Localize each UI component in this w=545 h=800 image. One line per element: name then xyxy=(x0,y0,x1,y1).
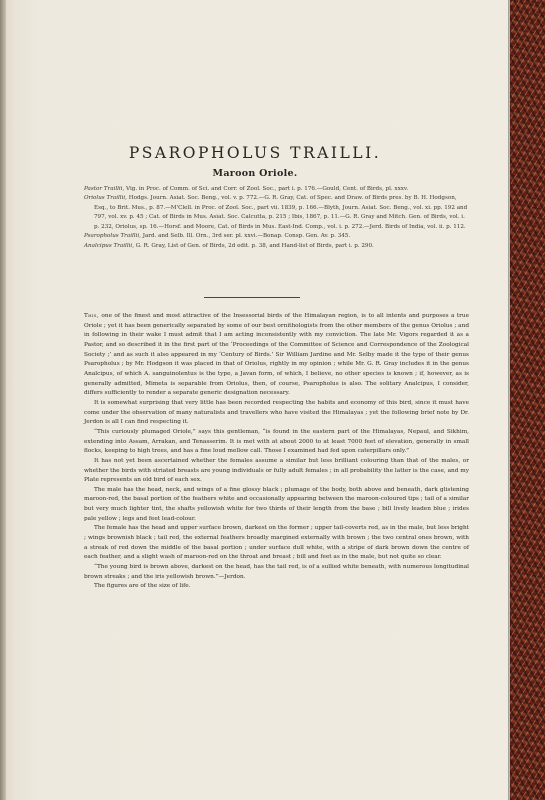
body-paragraph xyxy=(84,312,469,399)
synonym-entry xyxy=(84,194,468,232)
synonym-name: Analcipus Traillii, xyxy=(84,242,134,249)
section-divider xyxy=(204,297,300,298)
synonym-reference: Jard. and Selb. Ill. Orn., 3rd ser. pl. xxvi.—Bonap. Consp. Gen. Av. p. 345. xyxy=(142,233,351,240)
synonym-reference: Vig. in Proc. of Comm. of Sci. and Corr. of Zool. Soc., part i. p. 176.—Gould, Cent. of Birds, pl. xxxv. xyxy=(126,186,409,192)
body-paragraph: It has not yet been ascertained whether the females assume a similar but less brilliant colouring than that of the males, or whether the birds with striated breasts are young individuals or fully adult females ; in all probability the latter is the case, and my Plate represents an old bird of each sex. xyxy=(84,457,469,484)
body-paragraph: The figures are of the size of life. xyxy=(94,583,191,590)
body-paragraph: “This curiously plumaged Oriole,” says this gentleman, “is found in the eastern part of the Himalayas, Nepaul, and Sikhim, extending into Assam, Arrakan, and Tenasserim. It is met with at about 2000 to at least 7000 feet of elevation, generally in small flocks, keeping to high trees, and has a fine loud mellow call. Those I examined had fed upon caterpillars only.” xyxy=(84,428,469,455)
synonym-reference: Hodgs. Journ. Asiat. Soc. Beng., vol. v. p. 772.—G. R. Gray, Cat. of Spec. and Draw. of Birds pres. by B. H. Hodgson, Esq., to Brit. Mus., p. 87.—M'Clell. in Proc. of Zool. Soc., part vii. 1839, p. 166.—Blyth, Journ. Asiat. Soc. Beng., vol. xi. pp. 192 and 797, vol. xv. p. 45 ; Cat. of Birds in Mus. Asiat. Soc. Calcutta, p. 215 ; Ibis, 1867, p. 11.—G. R. Gray and Mitch. Gen. of Birds, vol. i. p. 232, Oriolus, sp. 16.—Horsf. and Moore, Cat. of Birds in Mus. East-Ind. Comp., vol. i. p. 272.—Jerd. Birds of India, vol. ii. p. 112. xyxy=(94,195,468,230)
paragraph-text: one of the finest and most attractive of the Insessorial birds of the Himalayan region, is to all intents and purposes a true Oriole ; yet it has been generically separated by some of our best ornithologists from the other members of the genus Oriolus ; and in following in their wake I must admit that I am acting inconsistently with my conviction. The late Mr. Vigors regarded it as a Pastor, and so described it in the first part of the ‘Proceedings of the Committee of Science and Correspondence of the Zoological Society ;’ and as such it also appeared in my ‘Century of Birds.’ Sir William Jardine and Mr. Selby made it the type of their genus Psaropholus ; by Mr. Hodgson it was placed in that of Oriolus, rightly in my opinion ; while Mr. G. R. Gray includes it in the genus Analcipus, of which A. sanguinolentus is the type, a Javan form, of which, I believe, no other species is known ; if, however, as is generally admitted, Mimeta is separable from Oriolus, then, of course, Psaropholus is also. The solitary Analcipus, I consider, differs sufficiently to render a separate generic designation necessary. xyxy=(84,313,469,397)
marbled-endpaper xyxy=(510,0,545,800)
common-name: Maroon Oriole. xyxy=(212,168,298,179)
body-paragraph: The female has the head and upper surface brown, darkest on the former ; upper tail-coverts red, as in the male, but less bright ; wings brownish black ; tail red, the external feathers broadly margined externally with brown ; the two central ones brown, with a streak of red down the middle of the basal portion ; under surface dull white, with a stripe of dark brown down the centre of each feather, and a slight wash of maroon-red on the throat and breast ; bill and feet as in the male, but not quite so clear. xyxy=(84,525,469,561)
synonym-entry xyxy=(84,185,468,194)
species-title: PSAROPHOLUS TRAILLI. xyxy=(128,144,382,162)
synonym-entry xyxy=(84,232,468,241)
synonym-reference: G. R. Gray, List of Gen. of Birds, 2d edit. p. 38, and Hand-list of Birds, part i. p. 290. xyxy=(135,242,374,249)
body-paragraph: “The young bird is brown above, darkest on the head, has the tail red, is of a sullied white beneath, with numerous longitudinal brown streaks ; and the iris yellowish brown.”—Jerdon. xyxy=(84,564,469,580)
body-paragraph: It is somewhat surprising that very little has been recorded respecting the habits and economy of this bird, since it must have come under the observation of many naturalists and travellers who have visited the Himalayas ; yet the following brief note by Dr. Jerdon is all I can find respecting it. xyxy=(84,399,469,426)
synonymy-block xyxy=(84,185,468,251)
paragraph-lead: This, xyxy=(84,313,99,319)
synonym-name: Oriolus Traillii, xyxy=(84,195,127,202)
synonym-name: Psaropholus Traillii, xyxy=(84,233,141,240)
body-paragraph: The male has the head, neck, and wings of a fine glossy black ; plumage of the body, both above and beneath, dark glistening maroon-red, the basal portion of the feathers white and occasionally appearing between the maroon-coloured tips ; tail of a similar but very much lighter tint, the shafts yellowish white for two thirds of their length from the base ; bill lively leaden blue ; irides pale yellow ; legs and feet lead-colour. xyxy=(84,486,469,522)
body-text xyxy=(84,312,469,592)
synonym-name: Pastor Traillii, xyxy=(84,186,125,192)
synonym-entry xyxy=(84,242,468,251)
